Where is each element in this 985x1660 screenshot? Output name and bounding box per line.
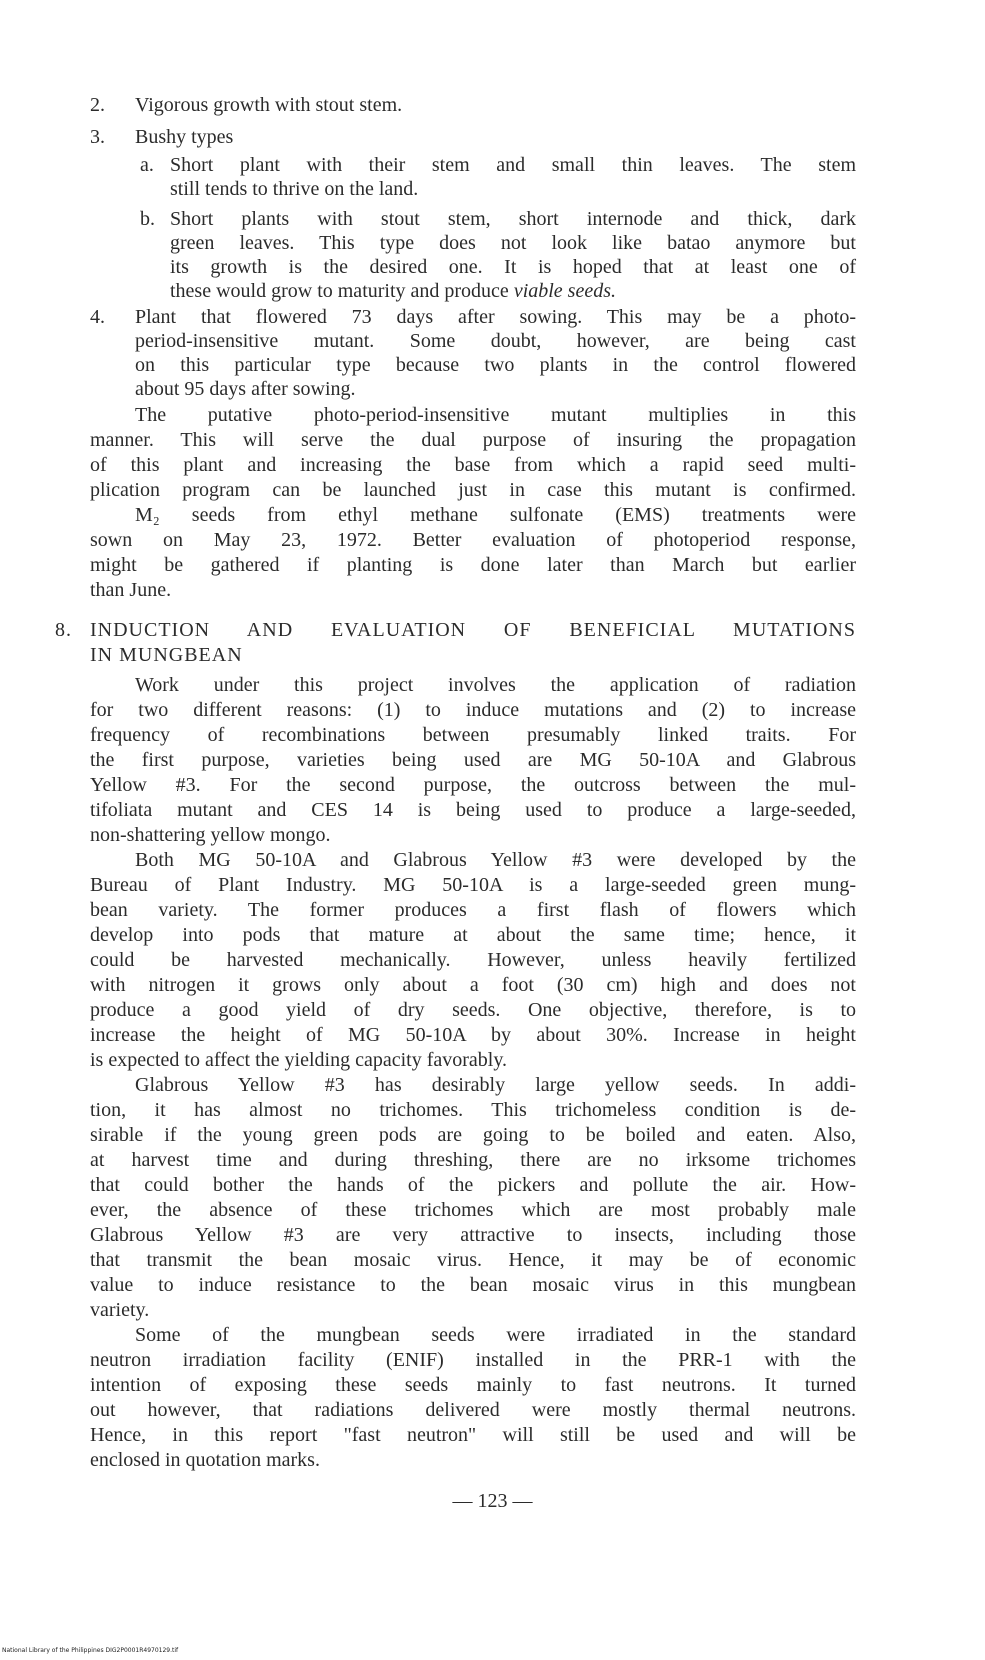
list-number-3: 3. [90, 126, 105, 148]
paragraph-line: The putative photo-period-insensitive mutant multiplies in this [135, 404, 856, 426]
paragraph-line: the first purpose, varieties being used are MG 50-10A and Glabrous [90, 749, 856, 771]
paragraph-line: out however, that radiations delivered were mostly thermal neutrons. [90, 1399, 856, 1421]
paragraph-line: Bureau of Plant Industry. MG 50-10A is a large-seeded green mung- [90, 874, 856, 896]
paragraph-line: could be harvested mechanically. However, unless heavily fertilized [90, 949, 856, 971]
paragraph-line: plication program can be launched just in case this mutant is confirmed. [90, 479, 856, 501]
paragraph-line: variety. [90, 1299, 150, 1321]
sub-item-a-line: still tends to thrive on the land. [170, 178, 419, 200]
sub-item-a-line: Short plant with their stem and small thin leaves. The stem [170, 154, 856, 176]
paragraph-line: than June. [90, 579, 172, 601]
list-number-4: 4. [90, 306, 105, 328]
paragraph-line: that could bother the hands of the pickers and pollute the air. How- [90, 1174, 856, 1196]
viable-seeds-italic: viable seeds. [513, 280, 616, 302]
list-item-4-line: Plant that flowered 73 days after sowing. This may be a photo- [135, 306, 856, 328]
paragraph-line: value to induce resistance to the bean mosaic virus in this mungbean [90, 1274, 856, 1296]
paragraph-line: manner. This will serve the dual purpose of insuring the propagation [90, 429, 856, 451]
section-title: INDUCTION AND EVALUATION OF BENEFICIAL MUTATIONS [90, 619, 856, 641]
paragraph-line: intention of exposing these seeds mainly to fast neutrons. It turned [90, 1374, 856, 1396]
sub-item-b-line-text: these would grow to maturity and produce [170, 280, 514, 302]
paragraph-line: non-shattering yellow mongo. [90, 824, 331, 846]
paragraph-line: Work under this project involves the application of radiation [135, 674, 856, 696]
paragraph-line: frequency of recombinations between presumably linked traits. For [90, 724, 856, 746]
section-title: IN MUNGBEAN [90, 644, 243, 666]
paragraph-line: tifoliata mutant and CES 14 is being used to produce a large-seeded, [90, 799, 856, 821]
paragraph-line: sirable if the young green pods are going to be boiled and eaten. Also, [90, 1124, 856, 1146]
sub-item-b-line: its growth is the desired one. It is hoped that at least one of [170, 256, 856, 278]
scan-footer-label: National Library of the Philippines DIG2P0001R4970129.tif [2, 1647, 179, 1654]
paragraph-line: Both MG 50-10A and Glabrous Yellow #3 were developed by the [135, 849, 856, 871]
list-item-2-text: Vigorous growth with stout stem. [135, 94, 403, 116]
list-item-4-line: on this particular type because two plants in the control flowered [135, 354, 856, 376]
paragraph-line: of this plant and increasing the base from which a rapid seed multi- [90, 454, 856, 476]
paragraph-line: Some of the mungbean seeds were irradiated in the standard [135, 1324, 856, 1346]
paragraph-line: Glabrous Yellow #3 are very attractive to insects, including those [90, 1224, 856, 1246]
paragraph-line: Yellow #3. For the second purpose, the outcross between the mul- [90, 774, 856, 796]
list-number-2: 2. [90, 94, 105, 116]
paragraph-line: develop into pods that mature at about the same time; hence, it [90, 924, 856, 946]
sub-item-b-line: green leaves. This type does not look like batao anymore but [170, 232, 856, 254]
paragraph-line: that transmit the bean mosaic virus. Hence, it may be of economic [90, 1249, 856, 1271]
paragraph-line: is expected to affect the yielding capacity favorably. [90, 1049, 508, 1071]
paragraph-line: at harvest time and during threshing, there are no irksome trichomes [90, 1149, 856, 1171]
paragraph-line: produce a good yield of dry seeds. One objective, therefore, is to [90, 999, 856, 1021]
paragraph-line: with nitrogen it grows only about a foot (30 cm) high and does not [90, 974, 856, 996]
section-number: 8. [55, 619, 72, 641]
paragraph-line: sown on May 23, 1972. Better evaluation of photoperiod response, [90, 529, 856, 551]
paragraph-line: for two different reasons: (1) to induce mutations and (2) to increase [90, 699, 856, 721]
paragraph-line: ever, the absence of these trichomes which are most probably male [90, 1199, 856, 1221]
paragraph-line: Glabrous Yellow #3 has desirably large yellow seeds. In addi- [135, 1074, 856, 1096]
page-number: — 123 — [452, 1490, 533, 1512]
paragraph-line: M₂ seeds from ethyl methane sulfonate (EMS) treatments were [135, 504, 856, 526]
sub-item-b-line: Short plants with stout stem, short internode and thick, dark [170, 208, 856, 230]
list-item-3-text: Bushy types [135, 126, 234, 148]
sub-item-b-line [170, 278, 616, 304]
paragraph-line: bean variety. The former produces a first flash of flowers which [90, 899, 856, 921]
list-item-4-line: period-insensitive mutant. Some doubt, however, are being cast [135, 330, 856, 352]
sub-item-a-letter: a. [140, 154, 154, 176]
list-item-4-line: about 95 days after sowing. [135, 378, 356, 400]
paragraph-line: neutron irradiation facility (ENIF) installed in the PRR-1 with the [90, 1349, 856, 1371]
paragraph-line: increase the height of MG 50-10A by about 30%. Increase in height [90, 1024, 856, 1046]
paragraph-line: tion, it has almost no trichomes. This trichomeless condition is de- [90, 1099, 856, 1121]
paragraph-line: Hence, in this report "fast neutron" will still be used and will be [90, 1424, 856, 1446]
paragraph-line: might be gathered if planting is done later than March but earlier [90, 554, 856, 576]
paragraph-line: enclosed in quotation marks. [90, 1449, 320, 1471]
sub-item-b-letter: b. [140, 208, 155, 230]
